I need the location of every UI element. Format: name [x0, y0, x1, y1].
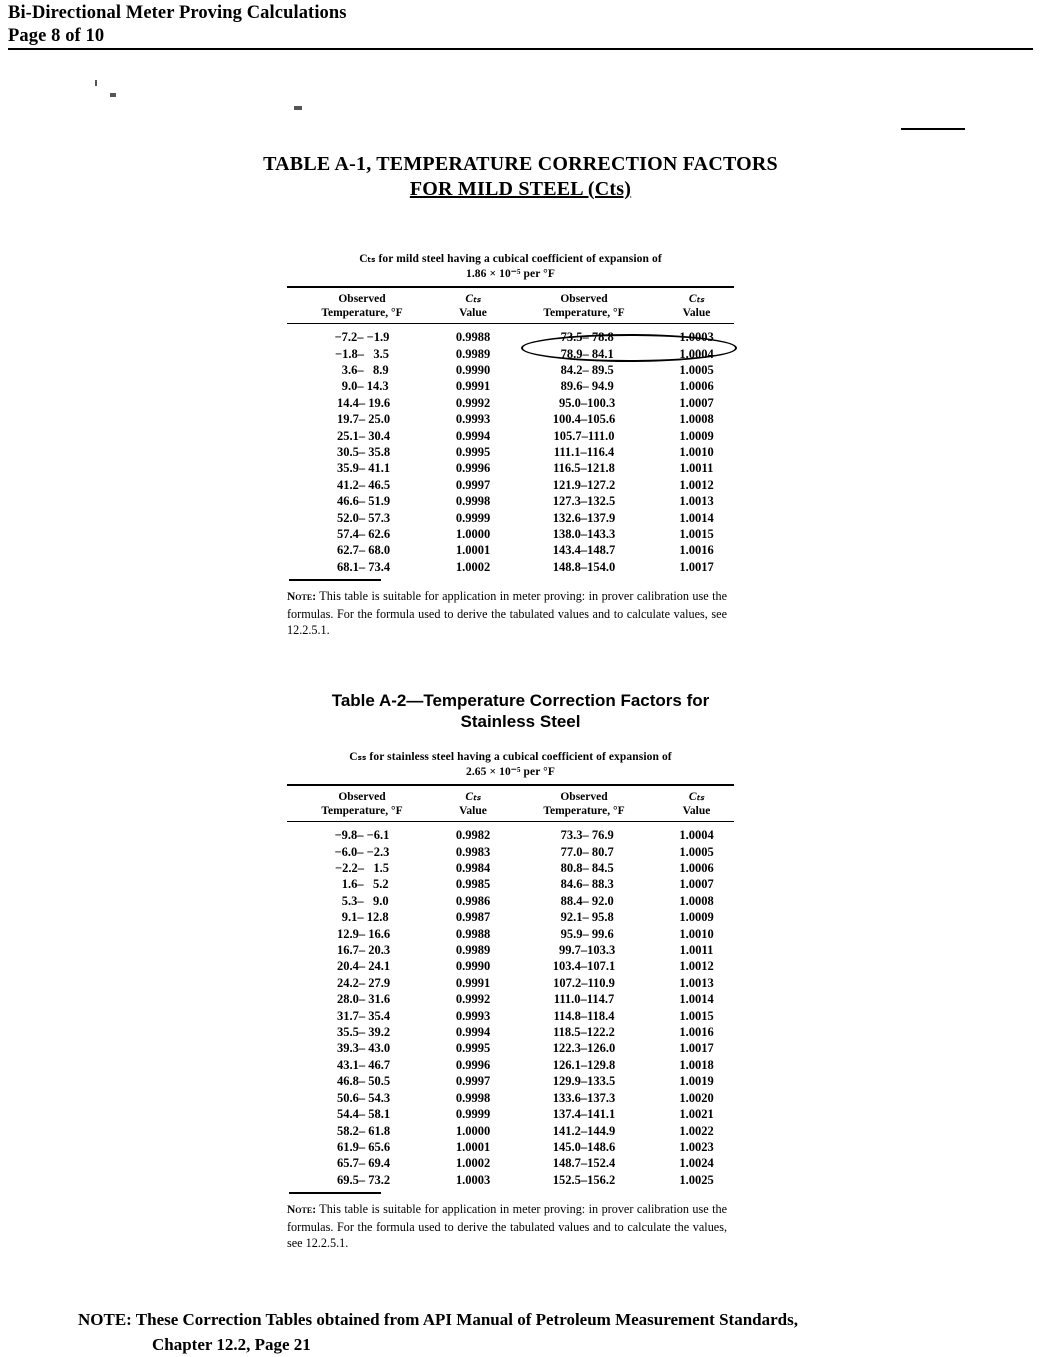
cell-cts-value-right: 1.0008: [679, 412, 714, 427]
cell-observed-temp-left: 5.3– 9.0: [335, 893, 389, 908]
table-row: [287, 378, 734, 394]
cell-cts-value-left: 0.9996: [455, 1057, 491, 1072]
cell-observed-temp-left: 46.6– 51.9: [333, 494, 391, 509]
cell-observed-temp-left: −2.2– 1.5: [335, 861, 389, 875]
table-a1-note-text: This table is suitable for application in meter proving: in prover calibration use the formulas. For the formula used to derive the tabulated values and to calculate values, see 12.2.5.1.: [287, 589, 727, 638]
cell-observed-temp-right: 78.9– 84.1: [554, 346, 614, 361]
cell-observed-temp-left: −9.8– −6.1: [334, 828, 390, 843]
cell-observed-temp-left: 50.6– 54.3: [333, 1090, 391, 1105]
cell-cts-value-right: 1.0019: [679, 1074, 714, 1089]
page-number-label: Page 8 of 10: [8, 26, 105, 46]
table-row: [287, 893, 734, 909]
cell-observed-temp-right: 105.7–111.0: [553, 428, 615, 443]
cell-cts-value-left: 0.9995: [455, 1041, 491, 1056]
table-a1-heading: [0, 152, 1041, 202]
cell-cts-value-left: 0.9999: [455, 510, 491, 525]
cell-observed-temp-right: 148.7–152.4: [552, 1156, 616, 1171]
cell-cts-value-right: 1.0012: [679, 959, 714, 974]
cell-observed-temp-left: 25.1– 30.4: [333, 428, 391, 443]
table-row: [287, 1040, 734, 1056]
table-a2-note: [287, 1194, 727, 1252]
cell-cts-value-right: 1.0005: [679, 363, 714, 377]
cell-cts-value-right: 1.0004: [679, 346, 714, 361]
cell-observed-temp-right: 77.0– 80.7: [554, 844, 614, 859]
table-row: [287, 444, 734, 460]
cell-observed-temp-right: 127.3–132.5: [552, 494, 616, 509]
table-row: [287, 477, 734, 493]
table-a2-caption-line1: Cₛₛ for stainless steel having a cubical coefficient of expansion of: [349, 751, 672, 763]
cell-observed-temp-right: 100.4–105.6: [552, 412, 616, 427]
cell-cts-value-right: 1.0012: [679, 477, 714, 492]
header-divider: [8, 48, 1033, 50]
footer-note: [78, 1307, 978, 1357]
table-row: [287, 346, 734, 362]
cell-observed-temp-left: 61.9– 65.6: [333, 1139, 391, 1154]
cell-cts-value-right: 1.0017: [679, 1041, 714, 1056]
cell-observed-temp-right: 114.8–118.4: [553, 1008, 615, 1023]
cell-cts-value-right: 1.0025: [679, 1172, 714, 1187]
cell-observed-temp-right: 111.0–114.7: [553, 992, 615, 1007]
cell-observed-temp-right: 95.9– 99.6: [554, 926, 614, 941]
table-row: [287, 526, 734, 542]
table-row: [287, 827, 734, 843]
table-row: [287, 1155, 734, 1171]
table-row: [287, 542, 734, 558]
table-row: [287, 844, 734, 860]
cell-observed-temp-right: 133.6–137.3: [552, 1090, 616, 1105]
cell-observed-temp-left: 3.6– 8.9: [335, 363, 389, 377]
page-header: [8, 2, 1033, 48]
cell-observed-temp-right: 107.2–110.9: [553, 975, 615, 990]
table-row: [287, 1139, 734, 1155]
cell-cts-value-left: 1.0001: [455, 1139, 491, 1154]
cell-observed-temp-right: 80.8– 84.5: [554, 861, 614, 875]
scan-speck: [110, 93, 116, 97]
cell-cts-value-left: 1.0000: [455, 527, 491, 542]
cell-cts-value-left: 1.0000: [455, 1123, 491, 1138]
cell-observed-temp-right: 73.5– 78.8: [554, 330, 614, 345]
cell-observed-temp-left: 19.7– 25.0: [333, 412, 391, 427]
table-row: [287, 460, 734, 476]
table-a2-caption: [287, 750, 734, 779]
cell-observed-temp-left: 1.6– 5.2: [335, 877, 389, 892]
scan-artifact-line: [901, 128, 965, 130]
table-row: [287, 411, 734, 427]
cell-observed-temp-left: −7.2– −1.9: [334, 330, 390, 345]
cell-observed-temp-right: 118.5–122.2: [553, 1025, 615, 1040]
cell-observed-temp-right: 141.2–144.9: [552, 1123, 616, 1138]
cell-observed-temp-right: 132.6–137.9: [552, 510, 616, 525]
column-header-cts-l1: Cₜₛ: [465, 293, 481, 305]
cell-cts-value-left: 1.0002: [455, 559, 491, 574]
cell-observed-temp-left: 9.1– 12.8: [335, 910, 389, 925]
cell-cts-value-left: 1.0001: [455, 543, 491, 558]
cell-cts-value-right: 1.0014: [679, 992, 714, 1007]
cell-cts-value-right: 1.0009: [679, 428, 714, 443]
cell-observed-temp-left: 57.4– 62.6: [333, 527, 391, 542]
cell-cts-value-left: 0.9982: [455, 828, 491, 843]
column-header-observed-l1: Observed: [560, 293, 608, 305]
cell-cts-value-right: 1.0016: [679, 543, 714, 558]
cell-observed-temp-right: 138.0–143.3: [552, 527, 616, 542]
cell-cts-value-right: 1.0007: [679, 395, 714, 410]
cell-cts-value-left: 0.9993: [455, 412, 491, 427]
table-row: [287, 362, 734, 378]
table-a2-heading-line2: Stainless Steel: [460, 712, 581, 731]
cell-observed-temp-right: 95.0–100.3: [552, 395, 616, 410]
cell-cts-value-left: 0.9998: [455, 494, 491, 509]
cell-cts-value-left: 0.9994: [455, 1025, 491, 1040]
table-a1-heading-line1: TABLE A-1, TEMPERATURE CORRECTION FACTORS: [263, 153, 778, 175]
column-header-cts-value-right: [659, 790, 734, 818]
column-header-observed-l2: Temperature, °F: [321, 307, 403, 319]
cell-cts-value-right: 1.0015: [679, 527, 714, 542]
document-title: Bi-Directional Meter Proving Calculations: [8, 3, 347, 23]
cell-cts-value-left: 0.9996: [455, 461, 491, 476]
cell-cts-value-right: 1.0022: [679, 1123, 714, 1138]
cell-cts-value-left: 0.9993: [455, 1008, 491, 1023]
table-a2-body: [287, 822, 734, 1192]
footer-note-line1: NOTE: These Correction Tables obtained from API Manual of Petroleum Measurement Standards,: [78, 1310, 798, 1329]
cell-observed-temp-left: 31.7– 35.4: [333, 1008, 391, 1023]
table-a2-heading-line1: Table A-2—Temperature Correction Factors for: [331, 691, 710, 710]
cell-cts-value-left: 0.9991: [455, 975, 491, 990]
cell-observed-temp-left: 28.0– 31.6: [333, 992, 391, 1007]
cell-observed-temp-right: 84.6– 88.3: [554, 877, 614, 892]
cell-cts-value-right: 1.0013: [679, 494, 714, 509]
table-a2-caption-line2: 2.65 × 10⁻⁵ per °F: [465, 765, 556, 778]
cell-observed-temp-left: 52.0– 57.3: [333, 510, 391, 525]
cell-observed-temp-right: 111.1–116.4: [553, 445, 615, 460]
table-a1: [287, 252, 734, 639]
column-header-observed-l1: Observed: [338, 791, 386, 803]
column-header-cts-l1: Cₜₛ: [688, 791, 705, 803]
cell-cts-value-left: 0.9997: [455, 1074, 491, 1089]
cell-cts-value-right: 1.0017: [679, 559, 714, 574]
cell-observed-temp-right: 121.9–127.2: [552, 477, 616, 492]
table-a1-heading-line2: FOR MILD STEEL (Cts): [409, 178, 632, 200]
cell-cts-value-right: 1.0011: [679, 943, 714, 958]
cell-observed-temp-left: 69.5– 73.2: [333, 1172, 391, 1187]
cell-observed-temp-left: 16.7– 20.3: [333, 943, 391, 958]
table-a1-caption-line2: 1.86 × 10⁻⁵ per °F: [465, 267, 556, 280]
cell-cts-value-left: 0.9990: [455, 959, 491, 974]
table-row: [287, 329, 734, 345]
cell-observed-temp-left: 43.1– 46.7: [333, 1057, 391, 1072]
cell-cts-value-left: 1.0002: [455, 1156, 491, 1171]
cell-observed-temp-left: 35.5– 39.2: [333, 1025, 391, 1040]
cell-cts-value-right: 1.0005: [679, 844, 714, 859]
cell-cts-value-left: 0.9994: [455, 428, 491, 443]
cell-cts-value-left: 0.9987: [455, 910, 491, 925]
cell-observed-temp-left: 46.8– 50.5: [333, 1074, 391, 1089]
table-a1-note-label: Note:: [287, 591, 317, 604]
cell-cts-value-right: 1.0009: [679, 910, 714, 925]
cell-cts-value-left: 0.9995: [455, 445, 491, 460]
cell-cts-value-right: 1.0023: [679, 1139, 714, 1154]
cell-observed-temp-left: 14.4– 19.6: [333, 395, 391, 410]
cell-cts-value-left: 0.9992: [455, 992, 491, 1007]
cell-cts-value-right: 1.0020: [679, 1090, 714, 1105]
table-a1-caption-line1: Cₜₛ for mild steel having a cubical coefficient of expansion of: [359, 253, 662, 265]
cell-cts-value-right: 1.0014: [679, 510, 714, 525]
cell-cts-value-right: 1.0003: [679, 330, 714, 345]
column-header-observed-temp-left: [287, 292, 437, 320]
cell-observed-temp-right: 126.1–129.8: [552, 1057, 616, 1072]
cell-observed-temp-left: 62.7– 68.0: [333, 543, 391, 558]
column-header-cts-l2: Value: [459, 307, 487, 319]
cell-cts-value-right: 1.0008: [679, 893, 714, 908]
cell-cts-value-right: 1.0010: [679, 926, 714, 941]
table-row: [287, 1008, 734, 1024]
cell-cts-value-left: 0.9989: [455, 346, 491, 361]
table-row: [287, 1090, 734, 1106]
cell-cts-value-right: 1.0011: [679, 461, 714, 476]
column-header-observed-l2: Temperature, °F: [321, 805, 403, 817]
table-row: [287, 493, 734, 509]
table-a1-note: [287, 581, 727, 639]
column-header-observed-l2: Temperature, °F: [543, 307, 625, 319]
cell-cts-value-left: 0.9985: [455, 877, 491, 892]
table-row: [287, 510, 734, 526]
cell-cts-value-left: 0.9984: [455, 861, 491, 875]
cell-cts-value-right: 1.0021: [679, 1107, 714, 1122]
cell-observed-temp-right: 148.8–154.0: [552, 559, 616, 574]
table-row: [287, 926, 734, 942]
cell-cts-value-left: 0.9988: [455, 330, 491, 345]
column-header-cts-value-left: [437, 292, 509, 320]
cell-observed-temp-left: 12.9– 16.6: [333, 926, 391, 941]
cell-observed-temp-right: 137.4–141.1: [552, 1107, 616, 1122]
cell-cts-value-left: 1.0003: [455, 1172, 491, 1187]
column-header-cts-value-right: [659, 292, 734, 320]
cell-cts-value-left: 0.9990: [455, 363, 491, 377]
table-row: [287, 876, 734, 892]
cell-observed-temp-left: 58.2– 61.8: [333, 1123, 391, 1138]
column-header-observed-l1: Observed: [560, 791, 608, 803]
cell-cts-value-left: 0.9998: [455, 1090, 491, 1105]
column-header-observed-l1: Observed: [338, 293, 386, 305]
cell-cts-value-left: 0.9989: [455, 943, 491, 958]
table-row: [287, 1024, 734, 1040]
column-header-observed-temp-right: [509, 790, 659, 818]
cell-cts-value-right: 1.0010: [679, 445, 714, 460]
footer-note-line2: Chapter 12.2, Page 21: [152, 1335, 311, 1354]
table-row: [287, 1073, 734, 1089]
column-header-cts-l2: Value: [682, 307, 711, 319]
cell-observed-temp-right: 152.5–156.2: [552, 1172, 616, 1187]
cell-observed-temp-left: 24.2– 27.9: [333, 975, 391, 990]
cell-observed-temp-right: 143.4–148.7: [552, 543, 616, 558]
cell-cts-value-left: 0.9997: [455, 477, 491, 492]
table-a1-caption: [287, 252, 734, 281]
cell-observed-temp-left: 39.3– 43.0: [333, 1041, 391, 1056]
cell-observed-temp-right: 145.0–148.6: [552, 1139, 616, 1154]
column-header-cts-value-left: [437, 790, 509, 818]
table-row: [287, 958, 734, 974]
cell-observed-temp-left: 35.9– 41.1: [333, 461, 391, 476]
column-header-observed-temp-right: [509, 292, 659, 320]
scan-speck: [95, 80, 97, 86]
cell-cts-value-left: 0.9983: [455, 844, 491, 859]
table-a1-body: [287, 324, 734, 579]
cell-cts-value-left: 0.9991: [455, 379, 491, 394]
table-row: [287, 860, 734, 876]
cell-observed-temp-left: 30.5– 35.8: [333, 445, 391, 460]
cell-observed-temp-left: 68.1– 73.4: [333, 559, 391, 574]
cell-cts-value-right: 1.0016: [679, 1025, 714, 1040]
table-a2-note-text: This table is suitable for application in meter proving: in prover calibration use the formulas. For the formula used to derive the tabulated values and to calculate the values, see 12.2.5.1.: [287, 1202, 727, 1251]
table-row: [287, 1172, 734, 1188]
table-a2-note-label: Note:: [287, 1204, 317, 1217]
table-row: [287, 942, 734, 958]
cell-cts-value-right: 1.0024: [679, 1156, 714, 1171]
table-a1-header-row: [287, 288, 734, 323]
table-row: [287, 428, 734, 444]
scan-speck: [294, 106, 302, 110]
cell-cts-value-right: 1.0006: [679, 861, 714, 875]
cell-cts-value-left: 0.9986: [455, 893, 491, 908]
table-row: [287, 975, 734, 991]
cell-cts-value-right: 1.0004: [679, 828, 714, 843]
cell-observed-temp-right: 99.7–103.3: [552, 943, 616, 958]
column-header-cts-l2: Value: [459, 805, 487, 817]
cell-observed-temp-left: 41.2– 46.5: [333, 477, 391, 492]
cell-observed-temp-left: −1.8– 3.5: [335, 346, 389, 361]
table-row: [287, 909, 734, 925]
column-header-cts-l1: Cₜₛ: [465, 791, 481, 803]
table-row: [287, 395, 734, 411]
cell-observed-temp-left: 65.7– 69.4: [333, 1156, 391, 1171]
table-a2-header-row: [287, 786, 734, 821]
table-row: [287, 1057, 734, 1073]
cell-cts-value-left: 0.9992: [455, 395, 491, 410]
cell-observed-temp-right: 116.5–121.8: [553, 461, 615, 476]
cell-observed-temp-right: 84.2– 89.5: [554, 363, 614, 377]
table-a2-heading: [0, 690, 1041, 732]
cell-observed-temp-left: 54.4– 58.1: [333, 1107, 391, 1122]
cell-observed-temp-right: 89.6– 94.9: [554, 379, 614, 394]
cell-cts-value-left: 0.9988: [455, 926, 491, 941]
table-row: [287, 1123, 734, 1139]
cell-observed-temp-right: 88.4– 92.0: [554, 893, 614, 908]
column-header-cts-l2: Value: [682, 805, 711, 817]
table-row: [287, 559, 734, 575]
cell-cts-value-right: 1.0013: [679, 975, 714, 990]
table-row: [287, 1106, 734, 1122]
cell-cts-value-left: 0.9999: [455, 1107, 491, 1122]
cell-observed-temp-left: 20.4– 24.1: [333, 959, 391, 974]
column-header-observed-l2: Temperature, °F: [543, 805, 625, 817]
cell-observed-temp-right: 103.4–107.1: [552, 959, 616, 974]
cell-observed-temp-right: 73.3– 76.9: [554, 828, 614, 843]
cell-observed-temp-right: 122.3–126.0: [552, 1041, 616, 1056]
cell-observed-temp-left: −6.0– −2.3: [334, 844, 390, 859]
table-a2: [287, 750, 734, 1252]
cell-observed-temp-right: 129.9–133.5: [552, 1074, 616, 1089]
cell-cts-value-right: 1.0007: [679, 877, 714, 892]
cell-observed-temp-left: 9.0– 14.3: [335, 379, 389, 394]
column-header-observed-temp-left: [287, 790, 437, 818]
cell-cts-value-right: 1.0015: [679, 1008, 714, 1023]
cell-cts-value-right: 1.0006: [679, 379, 714, 394]
cell-cts-value-right: 1.0018: [679, 1057, 714, 1072]
cell-observed-temp-right: 92.1– 95.8: [554, 910, 614, 925]
column-header-cts-l1: Cₜₛ: [688, 293, 705, 305]
table-row: [287, 991, 734, 1007]
